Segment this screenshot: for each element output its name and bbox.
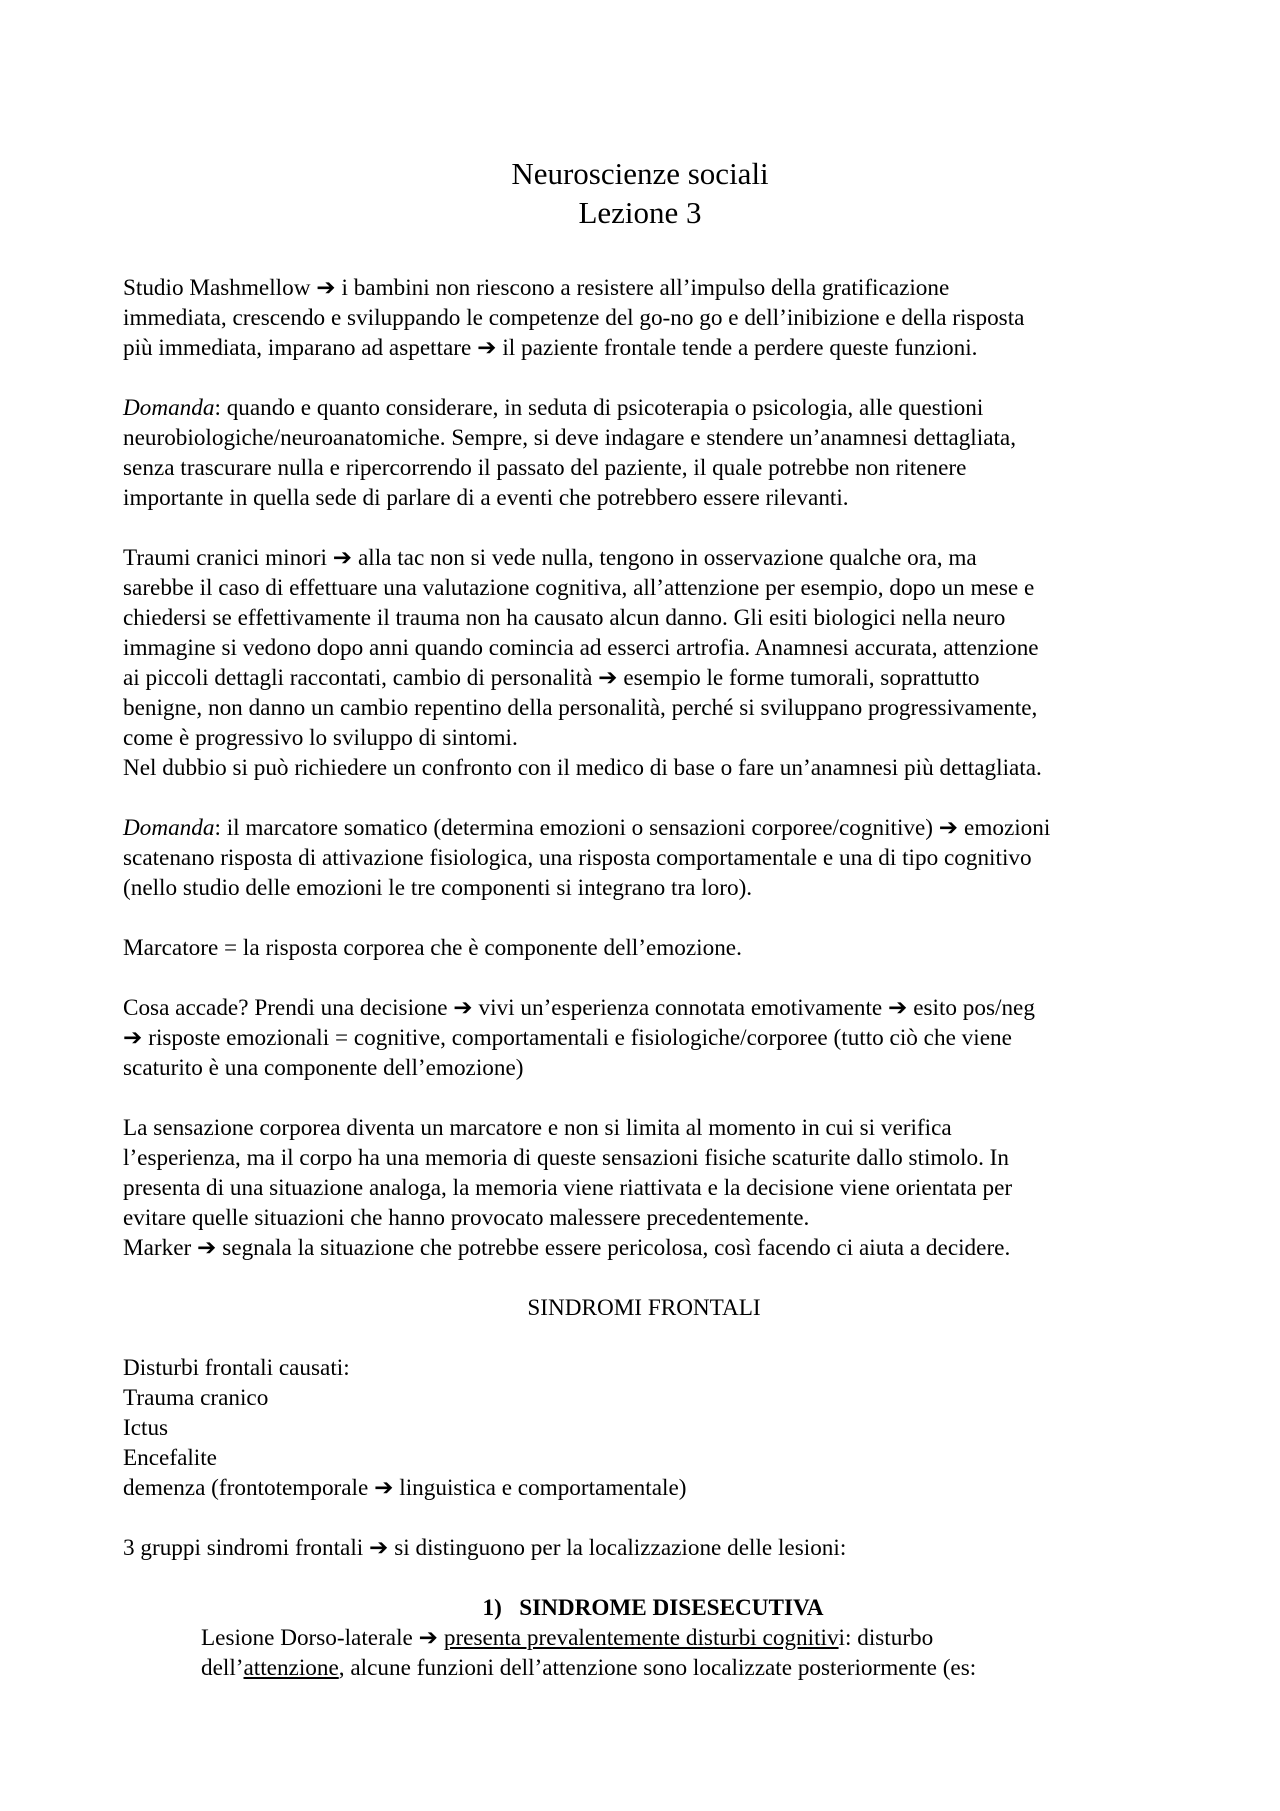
- text-line: l’esperienza, ma il corpo ha una memoria di queste sensazioni fisiche scaturite dallo stimolo. In: [123, 1145, 1009, 1171]
- list-item: Trauma cranico: [123, 1385, 269, 1411]
- question-label: Domanda: [123, 815, 215, 841]
- text-line: evitare quelle situazioni che hanno provocato malessere precedentemente.: [123, 1205, 810, 1231]
- paragraph-head-trauma: [123, 543, 1183, 783]
- section-title: SINDROMI FRONTALI: [527, 1295, 761, 1321]
- list-item: Encefalite: [123, 1445, 217, 1471]
- list-item: demenza (frontotemporale ➔ linguistica e comportamentale): [123, 1475, 687, 1501]
- text-line: ai piccoli dettagli raccontati, cambio di personalità ➔ esempio le forme tumorali, soprattutto: [123, 665, 980, 691]
- paragraph-question-2: [123, 813, 1183, 903]
- text-line: più immediata, imparano ad aspettare ➔ il paziente frontale tende a perdere queste funzioni.: [123, 335, 978, 361]
- text-line: senza trascurare nulla e ripercorrendo il passato del paziente, il quale potrebbe non ritenere: [123, 455, 967, 481]
- text-line: presenta di una situazione analoga, la memoria viene riattivata e la decisione viene orientata per: [123, 1175, 1013, 1201]
- causes-intro: Disturbi frontali causati:: [123, 1355, 350, 1381]
- text-line: (nello studio delle emozioni le tre componenti si integrano tra loro).: [123, 875, 753, 901]
- text-line: Cosa accade? Prendi una decisione ➔ vivi un’esperienza connotata emotivamente ➔ esito pos/neg: [123, 995, 1035, 1021]
- paragraph-question-1: [123, 393, 1183, 513]
- text-line: Domanda: il marcatore somatico (determina emozioni o sensazioni corporee/cognitive) ➔ emozioni: [123, 815, 1051, 841]
- text-line: sarebbe il caso di effettuare una valutazione cognitiva, all’attenzione per esempio, dopo un mese e: [123, 575, 1035, 601]
- text-line: Marker ➔ segnala la situazione che potrebbe essere pericolosa, così facendo ci aiuta a decidere.: [123, 1235, 1011, 1261]
- text-line: immediata, crescendo e sviluppando le competenze del go-no go e dell’inibizione e della risposta: [123, 305, 1025, 331]
- question-label: Domanda: [123, 395, 215, 421]
- text-line: benigne, non danno un cambio repentino della personalità, perché si sviluppano progressivamente,: [123, 695, 1038, 721]
- causes-list: [123, 1353, 1183, 1503]
- document-body: [123, 273, 1183, 1683]
- syndrome-number: 1): [482, 1595, 502, 1621]
- document-title: Neuroscienze sociali: [511, 156, 769, 191]
- text-line: La sensazione corporea diventa un marcatore e non si limita al momento in cui si verifica: [123, 1115, 952, 1141]
- text-line: Traumi cranici minori ➔ alla tac non si vede nulla, tengono in osservazione qualche ora, ma: [123, 545, 977, 571]
- text-line: immagine si vedono dopo anni quando comincia ad esserci artrofia. Anamnesi accurata, attenzione: [123, 635, 1039, 661]
- text-line: importante in quella sede di parlare di a eventi che potrebbero essere rilevanti.: [123, 485, 849, 511]
- syndrome-title: SINDROME DISESECUTIVA: [519, 1595, 824, 1621]
- text-line: Lesione Dorso-laterale ➔ presenta prevalentemente disturbi cognitivi: disturbo: [201, 1625, 934, 1651]
- syndrome-heading: [123, 1593, 1183, 1623]
- text-line: Marcatore = la risposta corporea che è componente dell’emozione.: [123, 935, 742, 961]
- text-line: neurobiologiche/neuroanatomiche. Sempre, si deve indagare e stendere un’anamnesi dettagliata,: [123, 425, 1017, 451]
- paragraph-marshmallow: [123, 273, 1183, 363]
- text-line: dell’attenzione, alcune funzioni dell’attenzione sono localizzate posteriormente (es:: [201, 1655, 977, 1681]
- underlined-text: attenzione: [243, 1655, 339, 1681]
- paragraph-what-happens: [123, 993, 1183, 1083]
- text-line: Domanda: quando e quanto considerare, in seduta di psicoterapia o psicologia, alle questioni: [123, 395, 984, 421]
- document-title-block: [0, 154, 1280, 232]
- text-line: Studio Mashmellow ➔ i bambini non riescono a resistere all’impulso della gratificazione: [123, 275, 950, 301]
- syndrome-body: [123, 1623, 1183, 1683]
- groups-line: 3 gruppi sindromi frontali ➔ si distinguono per la localizzazione delle lesioni:: [123, 1535, 847, 1561]
- text-line: Nel dubbio si può richiedere un confronto con il medico di base o fare un’anamnesi più dettagliata.: [123, 755, 1042, 781]
- text-line: ➔ risposte emozionali = cognitive, comportamentali e fisiologiche/corporee (tutto ciò che viene: [123, 1025, 1012, 1051]
- text-line: come è progressivo lo sviluppo di sintomi.: [123, 725, 518, 751]
- list-item: Ictus: [123, 1415, 169, 1441]
- paragraph-marker-definition: [123, 933, 1183, 963]
- paragraph-bodily-sensation: [123, 1113, 1183, 1263]
- text-line: chiedersi se effettivamente il trauma non ha causato alcun danno. Gli esiti biologici nella neuro: [123, 605, 1006, 631]
- text-line: scatenano risposta di attivazione fisiologica, una risposta comportamentale e una di tipo cognitivo: [123, 845, 1032, 871]
- underlined-text: presenta prevalentemente disturbi cognitiv: [443, 1625, 839, 1651]
- text-line: scaturito è una componente dell’emozione): [123, 1055, 524, 1081]
- document-subtitle: Lezione 3: [578, 195, 702, 230]
